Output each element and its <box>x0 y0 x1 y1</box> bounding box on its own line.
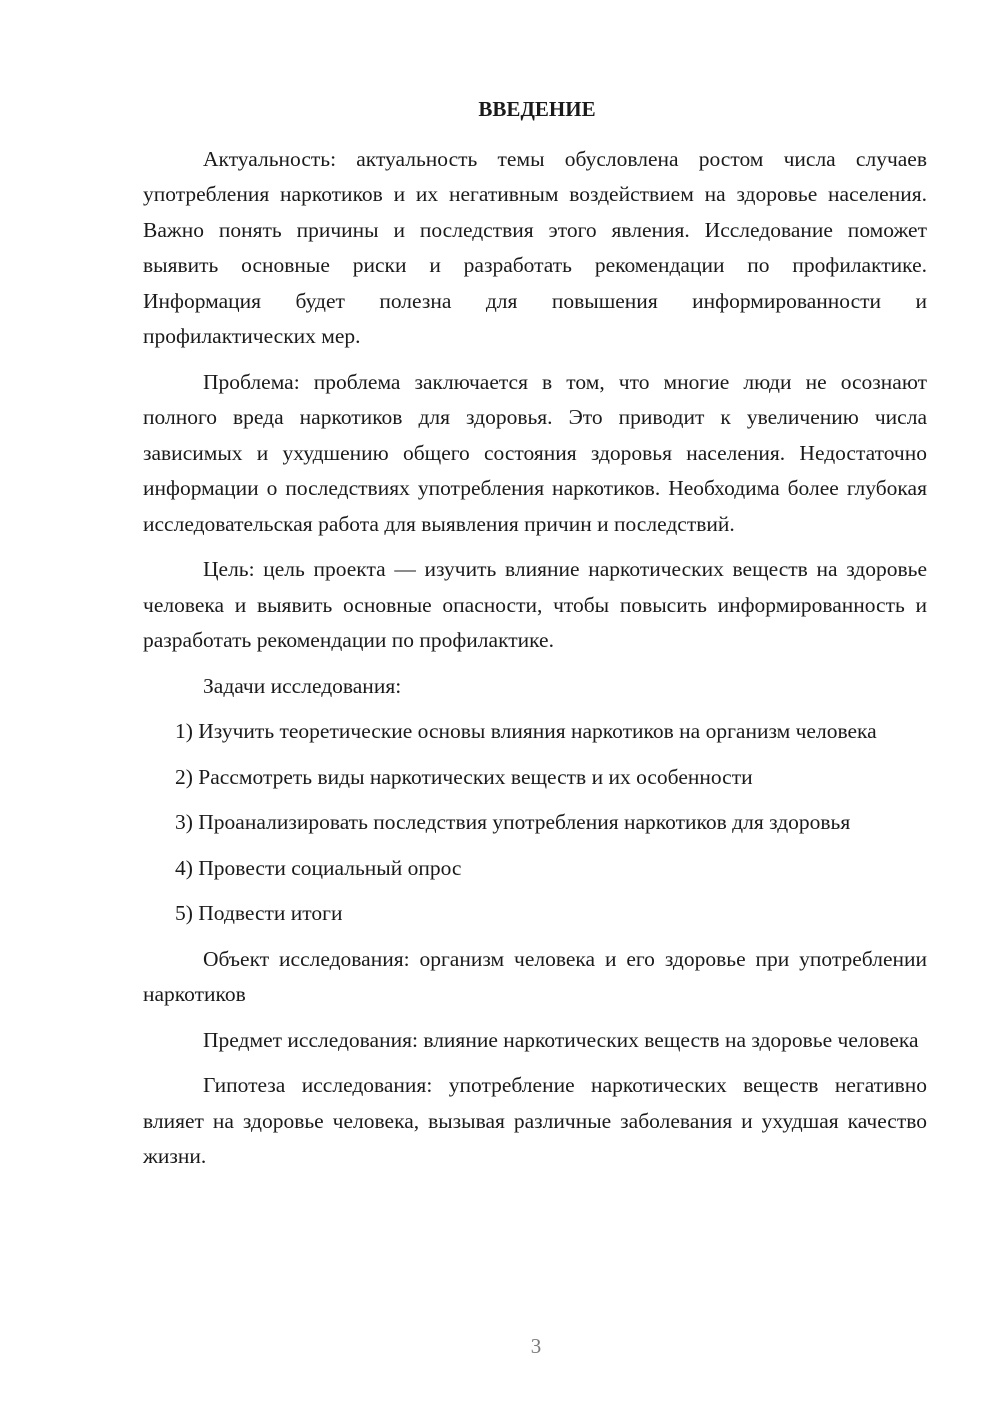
goal-paragraph: Цель: цель проекта — изучить влияние наркотических веществ на здоровье человека и выявить основные опасности, чтобы повысить информированность и разработать рекомендации по профилактике. <box>143 557 927 652</box>
problem-paragraph: Проблема: проблема заключается в том, что многие люди не осознают полного вреда наркотиков для здоровья. Это приводит к увеличению числа зависимых и ухудшению общего состояния здоровья населения. Недостаточно информации о последствиях употребления наркотиков. Необходима более глубокая исследовательская работа для выявления причин и последствий. <box>143 369 927 536</box>
task-item: 2) Рассмотреть виды наркотических веществ и их особенности <box>175 764 753 789</box>
relevance-paragraph: Актуальность: актуальность темы обусловлена ростом числа случаев употребления наркотиков и их негативным воздействием на здоровье населения. Важно понять причины и последствия этого явления. Исследование поможет выявить основные риски и разработать рекомендации по профилактике. Информация будет полезна для повышения информированности и профилактических мер. <box>143 146 927 348</box>
task-item: 3) Проанализировать последствия употребления наркотиков для здоровья <box>175 810 851 834</box>
subject-paragraph: Предмет исследования: влияние наркотических веществ на здоровье человека <box>203 1027 919 1052</box>
task-item: 1) Изучить теоретические основы влияния наркотиков на организм человека <box>175 719 877 743</box>
task-item: 5) Подвести итоги <box>175 901 343 925</box>
document-body <box>143 92 927 1185</box>
page-number: 3 <box>530 1334 542 1358</box>
hypothesis-paragraph: Гипотеза исследования: употребление наркотических веществ негативно влияет на здоровье человека, вызывая различные заболевания и ухудшая качество жизни. <box>143 1073 927 1168</box>
page-title: ВВЕДЕНИЕ <box>478 97 596 121</box>
task-item: 4) Провести социальный опрос <box>175 855 462 880</box>
object-paragraph: Объект исследования: организм человека и его здоровье при употреблении наркотиков <box>143 946 927 1006</box>
tasks-heading: Задачи исследования: <box>203 673 402 698</box>
